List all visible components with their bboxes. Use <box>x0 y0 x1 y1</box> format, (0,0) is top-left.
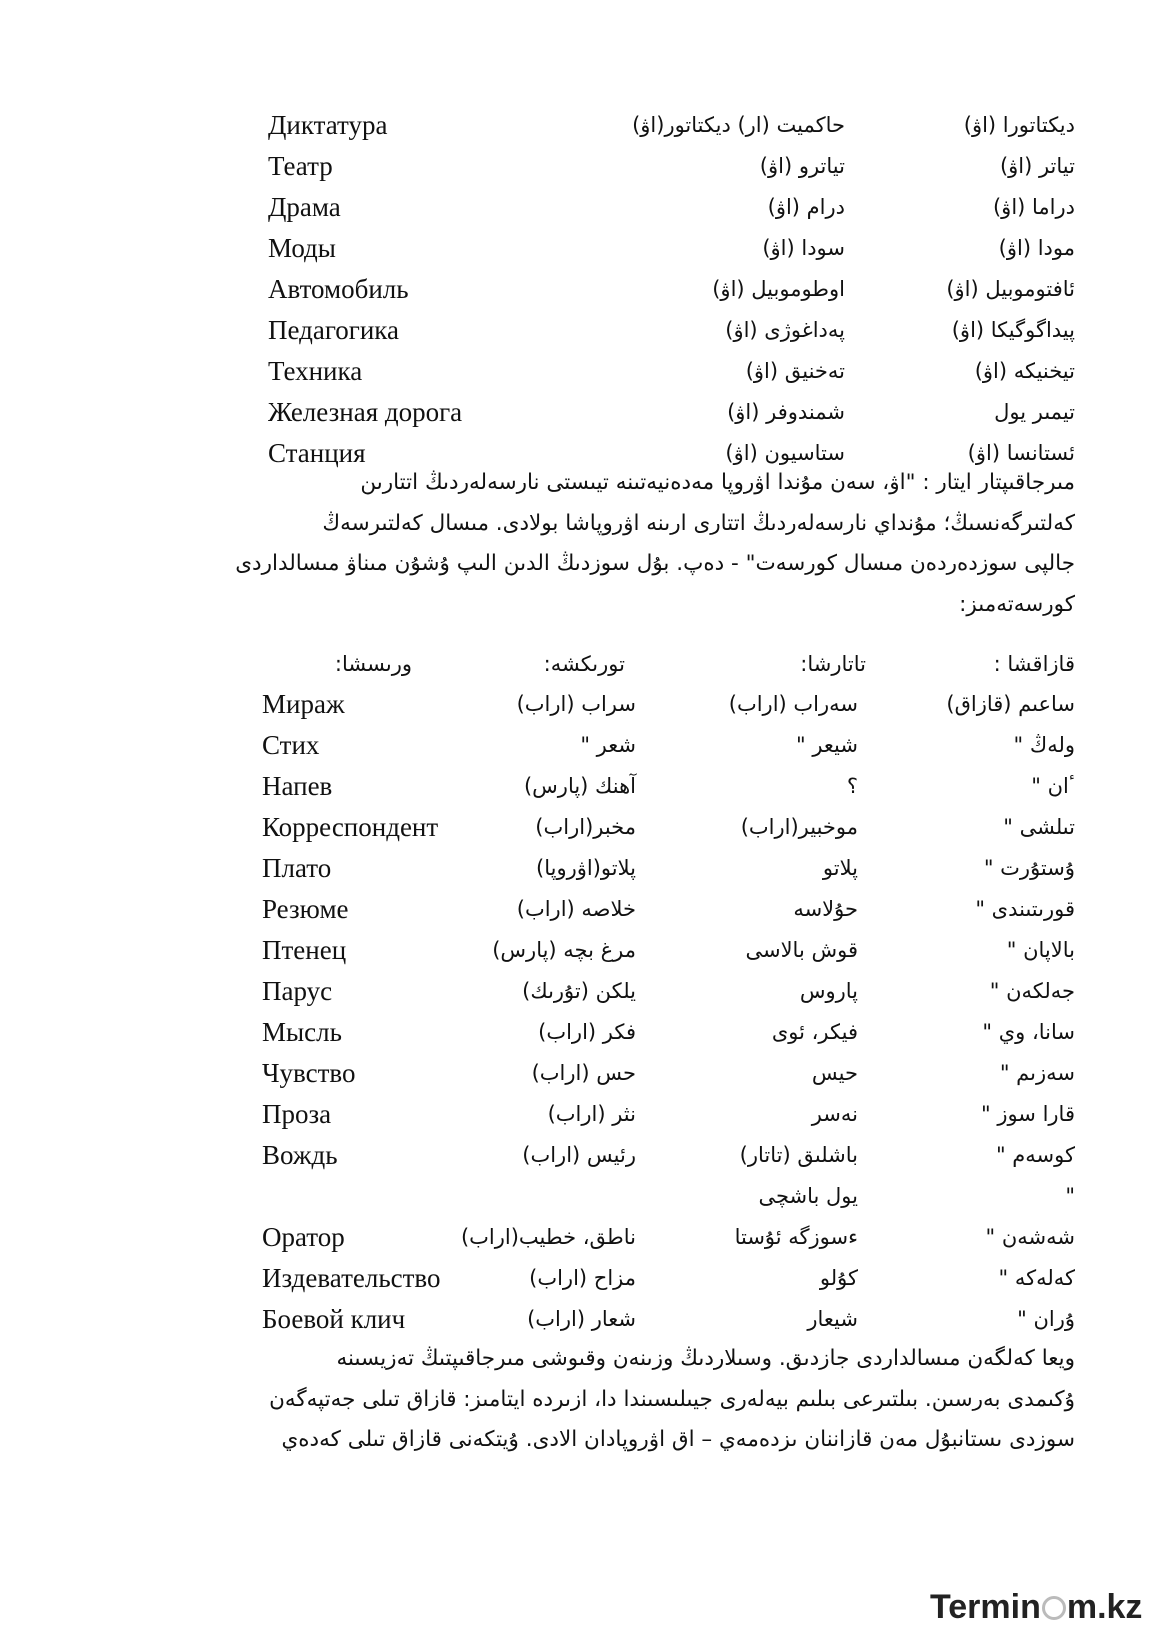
russian-term: Моды <box>268 233 336 263</box>
kazakh-term: ئستانسا (اۋ) <box>967 441 1075 465</box>
table-row <box>0 848 1158 889</box>
paragraph-line: ويعا كەلگەن مىسالداردى جازدىق. وسىلاردىڭ وزىنەن وقىوشى مىرجاقىپتىڭ تەزيسىنە <box>336 1346 1075 1371</box>
table-row <box>0 105 1158 146</box>
table-row <box>0 1258 1158 1299</box>
table-row <box>0 269 1158 310</box>
logo-circle-icon <box>1042 1596 1066 1620</box>
table-row <box>0 1176 1158 1217</box>
table-2-header <box>0 644 1158 684</box>
turkish-term: شعر " <box>580 733 636 757</box>
table-row <box>0 392 1158 433</box>
kazakh-term: تیخنیکە (اۋ) <box>974 359 1075 383</box>
kazakh-term: جەلكەن " <box>989 979 1075 1003</box>
tatar-term: پاروس <box>799 979 858 1003</box>
turkish-term: ناطق، خطیب(اراب) <box>460 1225 636 1249</box>
russian-term: Вождь <box>262 1140 338 1170</box>
russian-term: Театр <box>268 151 333 181</box>
kazakh-term: ٴان " <box>1031 774 1075 798</box>
turkish-term: نثر (اراب) <box>547 1102 636 1126</box>
table-row <box>0 1012 1158 1053</box>
tatar-term: قوش بالاسی <box>745 938 858 962</box>
logo-text-part2: m.kz <box>1066 1588 1143 1626</box>
table-row <box>0 725 1158 766</box>
tatar-term: یول باشچی <box>758 1184 858 1208</box>
turkish-term: سودا (اۋ) <box>762 236 845 260</box>
kazakh-term: كوسەم " <box>995 1143 1075 1167</box>
russian-term: Корреспондент <box>262 812 439 842</box>
turkish-term: پلاتو(اۋروپا) <box>536 856 636 880</box>
kazakh-term: ۇستۇرت " <box>983 856 1075 880</box>
terms-table-1 <box>0 105 1158 474</box>
tatar-term: فیكر، ئوی <box>771 1020 858 1044</box>
tatar-term: شیعر " <box>796 733 858 757</box>
tatar-term: پلاتو <box>822 856 858 880</box>
table-row <box>0 1299 1158 1340</box>
russian-term: Резюме <box>262 894 349 924</box>
kazakh-term: شەشەن " <box>985 1225 1075 1249</box>
tatar-term: ؟ <box>846 774 858 798</box>
tatar-term: ءسوزگە ئۇستا <box>734 1225 858 1249</box>
kazakh-term: سانا، وي " <box>982 1020 1075 1044</box>
table-row <box>0 1135 1158 1176</box>
tatar-term: حیس <box>811 1061 858 1085</box>
russian-term: Диктатура <box>268 110 388 140</box>
tatar-term: حۇلاسە <box>793 897 858 921</box>
kazakh-term: دیکتاتورا (اۋ) <box>963 113 1075 137</box>
kazakh-term: ساعىم (قازاق) <box>946 692 1075 716</box>
turkish-term: سراب (اراب) <box>516 692 636 716</box>
header-turkish: تورىكشە: <box>543 652 625 676</box>
russian-term: Птенец <box>262 935 347 965</box>
russian-term: Мысль <box>262 1017 342 1047</box>
paragraph-line: كورسەتەمىز: <box>959 591 1075 617</box>
table-row <box>0 1094 1158 1135</box>
header-kazakh: قازاقشا : <box>993 652 1075 676</box>
table-row <box>0 684 1158 725</box>
russian-term: Стих <box>262 730 320 760</box>
russian-term: Напев <box>262 771 333 801</box>
tatar-term: نەسر <box>811 1102 858 1126</box>
table-row <box>0 187 1158 228</box>
table-row <box>0 889 1158 930</box>
table-row <box>0 971 1158 1012</box>
kazakh-term: بالاپان " <box>1006 938 1075 962</box>
russian-term: Станция <box>268 438 366 468</box>
russian-term: Боевой клич <box>262 1304 406 1334</box>
table-row <box>0 310 1158 351</box>
turkish-term: مزاح (اراب) <box>529 1266 636 1290</box>
turkish-term: فكر (اراب) <box>538 1020 636 1044</box>
russian-term: Плато <box>262 853 332 883</box>
russian-term: Чувство <box>262 1058 356 1088</box>
russian-term: Издевательство <box>262 1263 441 1293</box>
logo-text-part1: Termin <box>930 1588 1041 1626</box>
paragraph-line: جالپى سوزدەردەن مىسال كورسەت" - دەپ. بۇل سوزدىڭ الدىن الىپ ۇشۇن مىناۋ مىسالداردى <box>235 551 1075 576</box>
kazakh-term: تىلشى " <box>1003 815 1075 839</box>
table-row <box>0 146 1158 187</box>
tatar-term: باشلىق (تاتار) <box>739 1143 858 1167</box>
tatar-term: سەراب (اراب) <box>728 692 858 716</box>
tatar-term: كۇلو <box>819 1266 858 1290</box>
russian-term: Проза <box>262 1099 332 1129</box>
kazakh-term: " <box>1065 1184 1075 1208</box>
turkish-term: اوطوموبیل (اۋ) <box>712 277 845 301</box>
header-russian: ورىسشا: <box>334 652 412 676</box>
russian-term: Техника <box>268 356 363 386</box>
kazakh-term: پیداگوگیکا (اۋ) <box>951 318 1075 342</box>
russian-term: Железная дорога <box>268 397 463 427</box>
table-row <box>0 228 1158 269</box>
kazakh-term: كەلەكە " <box>998 1266 1075 1290</box>
table-row <box>0 351 1158 392</box>
turkish-term: شعار (اراب) <box>527 1307 636 1331</box>
paragraph-2 <box>165 1339 1075 1461</box>
turkish-term: پەداغوژی (اۋ) <box>725 318 845 342</box>
terms-table-2 <box>0 684 1158 1340</box>
turkish-term: یلكن (تۇرىك) <box>522 979 636 1003</box>
paragraph-1 <box>165 463 1075 625</box>
russian-term: Оратор <box>262 1222 345 1252</box>
kazakh-term: تیاتر (اۋ) <box>999 154 1075 178</box>
russian-term: Мираж <box>262 689 345 719</box>
termincom-logo <box>930 1588 1142 1627</box>
russian-term: Драма <box>268 192 341 222</box>
kazakh-term: مودا (اۋ) <box>998 236 1075 260</box>
turkish-term: مرغ بچه (پارس) <box>492 938 636 962</box>
table-row <box>0 766 1158 807</box>
kazakh-term: قارا سوز " <box>980 1102 1075 1126</box>
turkish-term: شمندوفر (اۋ) <box>727 400 845 424</box>
paragraph-line: سوزدى ىستانبۇل مەن قازاننان ىزدەمەي – اق اۋروپادان الادى. ۇيتكەنى قازاق تىلى كەدەي <box>281 1427 1075 1452</box>
turkish-term: تیاترو (اۋ) <box>759 154 845 178</box>
kazakh-term: قورىتىندى " <box>975 897 1075 921</box>
russian-term: Автомобиль <box>268 274 409 304</box>
table-row <box>0 807 1158 848</box>
kazakh-term: ولەڭ " <box>1013 733 1075 757</box>
turkish-term: تەخنیق (اۋ) <box>745 359 845 383</box>
kazakh-term: ۇران " <box>1017 1307 1075 1331</box>
kazakh-term: دراما (اۋ) <box>992 195 1075 219</box>
turkish-term: ستاسیون (اۋ) <box>725 441 845 465</box>
table-row <box>0 1217 1158 1258</box>
header-tatar: تاتارشا: <box>800 652 866 676</box>
paragraph-line: ۇكىمدى بەرسىن. بىلتىرعى بىلىم بيەلەرى جيىلىسىندا دا، ازىردە ايتامىز: قازاق تىلى جەتپەگەن <box>269 1386 1075 1412</box>
table-row <box>0 930 1158 971</box>
turkish-term: رئیس (اراب) <box>522 1143 636 1167</box>
table-row <box>0 1053 1158 1094</box>
turkish-term: مخبر(اراب) <box>535 815 636 839</box>
turkish-term: حس (اراب) <box>531 1061 636 1085</box>
turkish-term: حاکمیت (ار) دیکتاتور(اۋ) <box>632 113 845 137</box>
russian-term: Педагогика <box>268 315 399 345</box>
turkish-term: آهنك (پارس) <box>523 774 636 798</box>
kazakh-term: تیمىر یول <box>994 400 1075 424</box>
tatar-term: موخبیر(اراب) <box>740 815 858 839</box>
turkish-term: خلاصه (اراب) <box>516 897 636 921</box>
tatar-term: شیعار <box>807 1307 858 1331</box>
paragraph-line: كەلتىرگەنسىڭ؛ مۇنداي نارسەلەردىڭ اتتارى ارىنە اۋروپاشا بولادى. مىسال كەلتىرسەڭ <box>322 510 1075 536</box>
turkish-term: درام (اۋ) <box>767 195 845 219</box>
kazakh-term: سەزىم " <box>999 1061 1075 1085</box>
russian-term: Парус <box>262 976 333 1006</box>
kazakh-term: ئافتوموبیل (اۋ) <box>946 277 1075 301</box>
paragraph-line: مىرجاقىپتار ایتار : "اۋ، سەن مۇندا اۋروپا مەدەنيەتىنە تيىستى نارسەلەردىڭ اتتارىن <box>360 470 1075 495</box>
